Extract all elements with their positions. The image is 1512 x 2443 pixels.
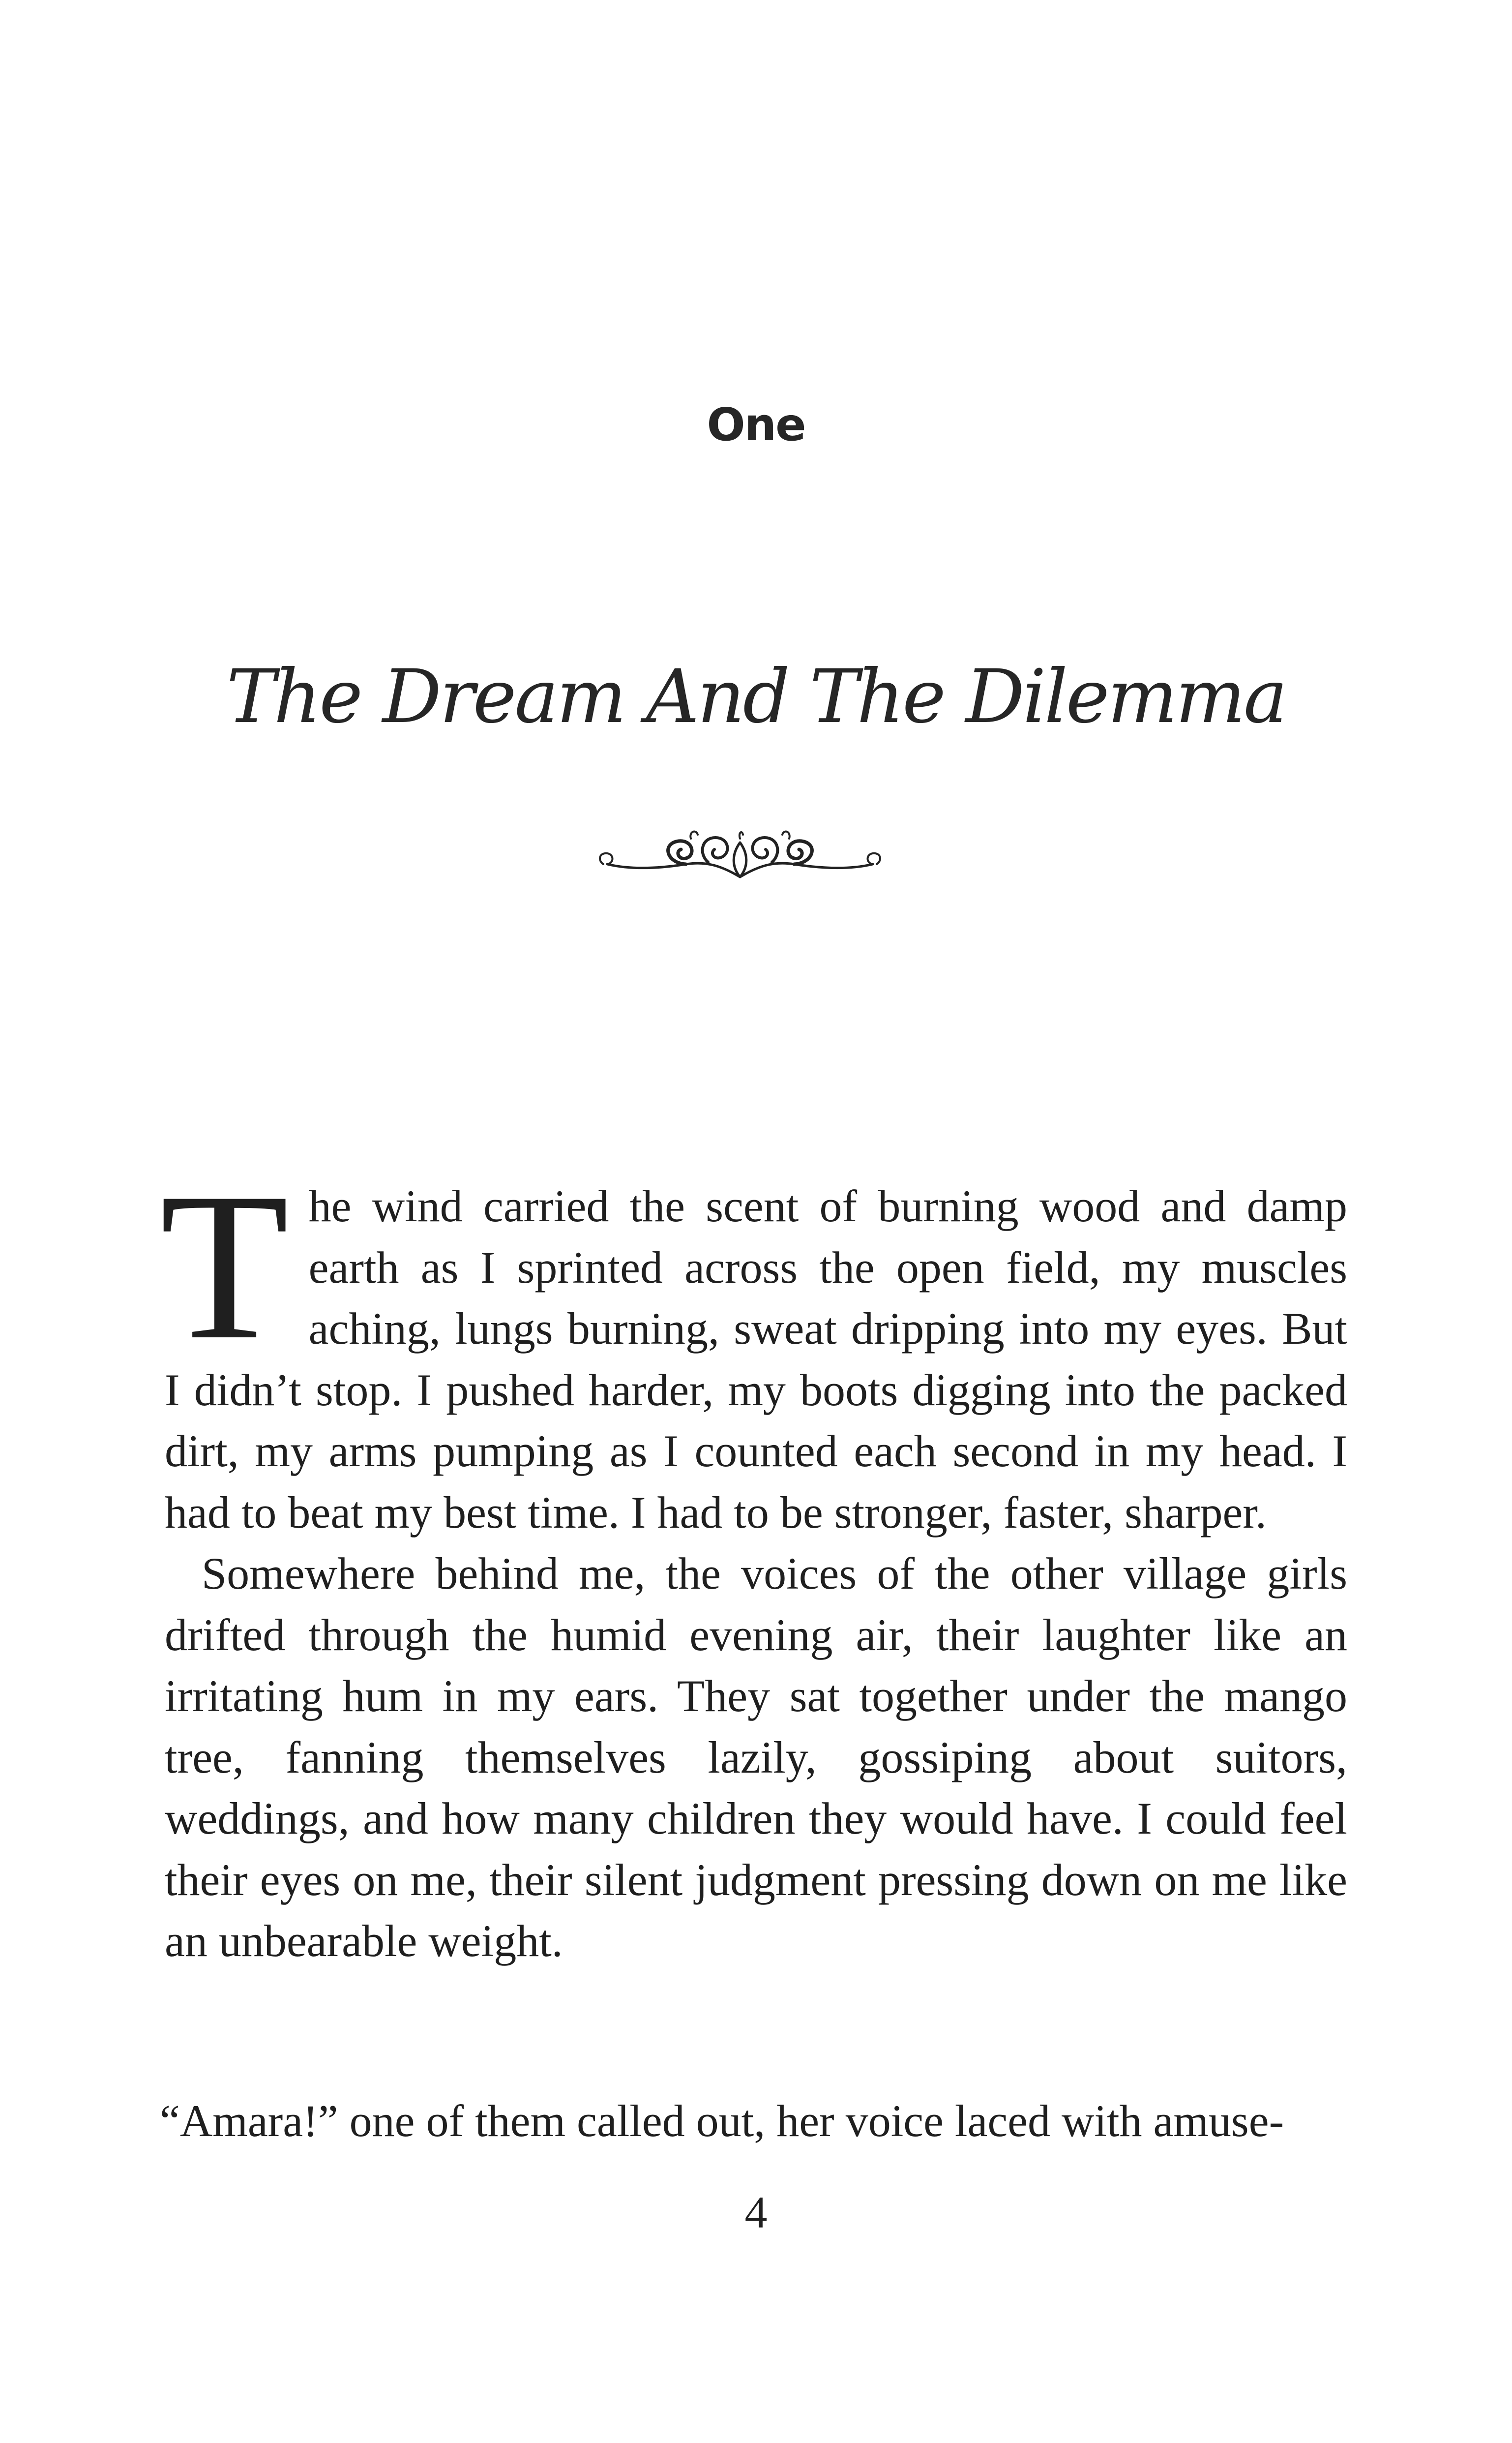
flourish-ornament-icon (593, 819, 888, 893)
page-number: 4 (744, 2187, 768, 2237)
drop-cap: T (160, 1149, 289, 1384)
paragraph-opening (160, 1149, 1347, 1543)
paragraph-dialog: “Amara!” one of them called out, her voice laced with amuse- (160, 2096, 1284, 2146)
chapter-number: One (707, 398, 805, 451)
body-text (160, 1149, 1347, 1972)
chapter-title: The Dream And The Dilemma (226, 654, 1286, 740)
paragraph-second: Somewhere behind me, the voices of the other village girls drifted through the humid evening air, their laughter like an irritating hum in my ears. They sat together under the mango tree, fanning themselves lazily, gossiping about suitors, weddings, and how many children they would have. I could feel their eyes on me, their silent judgment pressing down on me like an unbearable weight. (165, 1548, 1347, 1966)
paragraph-opening-text: he wind carried the scent of burning wood and damp earth as I sprinted across the open field, my muscles aching, lungs burning, sweat dripping into my eyes. But I didn’t stop. I pushed harder, my boots digging into the packed dirt, my arms pumping as I counted each second in my head. I had to beat my best time. I had to be stronger, faster, sharper. (165, 1181, 1347, 1538)
